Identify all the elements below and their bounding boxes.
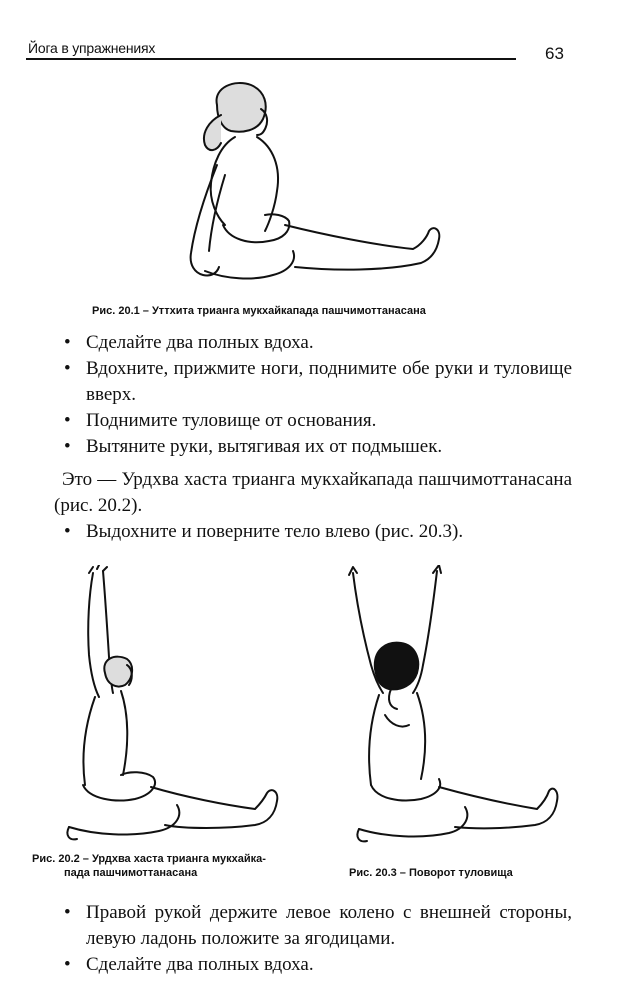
- list-item: • Выдохните и поверните тело влево (рис. 20.3).: [60, 519, 572, 545]
- list-item: • Вдохните, прижмите ноги, поднимите обе руки и туловище вверх.: [60, 356, 572, 408]
- header-rule: [26, 58, 516, 60]
- figure-20-2-caption: [32, 852, 266, 880]
- list-item: • Вытяните руки, вытягивая их от подмышек.: [60, 434, 572, 460]
- instruction-list-3: [60, 900, 572, 978]
- list-item: • Сделайте два полных вдоха.: [60, 330, 572, 356]
- body-paragraph: Это — Урдхва хаста трианга мукхайкапада пашчимоттанасана (рис. 20.2).: [54, 469, 572, 516]
- figure-20-2-caption-line-1: Рис. 20.2 – Урдхва хаста трианга мукхайка-: [32, 853, 266, 865]
- figure-20-3-caption: Рис. 20.3 – Поворот туловища: [349, 867, 513, 879]
- figure-20-2-caption-line-2: пада пашчимоттанасана: [64, 867, 198, 879]
- figure-20-2-illustration: [55, 565, 285, 850]
- header-title: Йога в упражнениях: [28, 40, 156, 56]
- list-item: • Сделайте два полных вдоха.: [60, 952, 572, 978]
- instruction-list-2: [60, 519, 572, 545]
- figure-20-1-caption: Рис. 20.1 – Уттхита трианга мукхайкапада пашчимоттанасана: [92, 305, 426, 317]
- page-number: 63: [545, 44, 564, 63]
- instruction-list-1: [60, 330, 572, 460]
- figure-20-1-illustration: [165, 75, 450, 295]
- list-item: • Поднимите туловище от основания.: [60, 408, 572, 434]
- figure-20-3-illustration: [345, 565, 560, 850]
- list-item: • Правой рукой держите левое колено с внешней стороны, левую ладонь положите за ягодицами.: [60, 900, 572, 952]
